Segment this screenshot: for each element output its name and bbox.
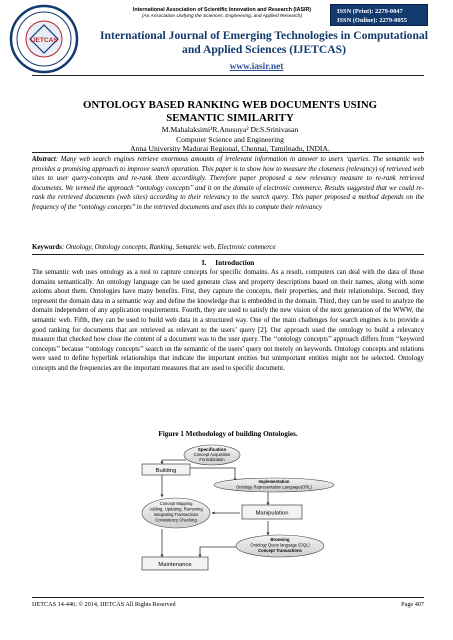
logo-text: IJETCAS (30, 37, 58, 44)
journal-url-link[interactable]: www.iasir.net (229, 62, 284, 72)
author-department: Computer Science and Engineering (176, 134, 284, 144)
association-subtitle: (An Association Unifying the Sciences, Engineering, and Applied Research) (141, 13, 303, 19)
maintenance-label: Maintenance (158, 562, 192, 568)
cm-line3: Integrating Transactions (153, 512, 199, 517)
spec-line3: Formalization (199, 457, 225, 462)
paper-title (40, 99, 420, 124)
methodology-diagram (140, 443, 340, 573)
manipulation-label: Manipulation (255, 510, 289, 517)
journal-title-line1: International Journal of Emerging Technologies in Computational (100, 29, 428, 42)
page-number: Page 407 (401, 601, 424, 608)
br-line2: Ontology Query language (OQL) (250, 542, 310, 548)
journal-title (90, 29, 438, 57)
building-label: Building (155, 468, 177, 474)
association-header (82, 7, 362, 20)
issn-box (330, 4, 428, 26)
abstract-label: Abstract (32, 156, 56, 163)
paper-title-line1: ONTOLOGY BASED RANKING WEB DOCUMENTS USING (82, 99, 378, 111)
introduction-text: The semantic web uses ontology as a tool to capture concepts for specific domains. As a result, computers can deal with the data of those domains semantically. An ontology language can be used generate class and property descriptions based on their names, along with some axioms about them. Ontologies have many benefits. First, they capture the concepts, their properties, and their relationships. Second, they represent the domain data in a semantic way and define the knowledge that is embedded in the domain. Third, they can be used to analyze the domain independent of any application requirements. Fourth, they are used to satisfy the new vision of the next generation of the WWW, the semantic web. Fifth, they can be used to build web data in a structured way. One of the main challenges for search engines is to provide a good ranking for documents that are retrieved as relevant to the users’ query [2]. Our approach used the ontology to build a relevancy measure that checked how close the content of a document was to the user query. The ‘‘ontology concepts’’ approach differs from ‘‘keyword concepts’’ because ‘‘ontology concepts’’ search on the semantic of the users’ query not merely on keywords. Ontology concepts and relations were used to define hyperlink relationships that indicate the important entities but unimportant entities might not be selected. Ontology concepts and the frequencies are the important measures that are used to specific document. (32, 269, 424, 372)
association-name: International Association of Scientific Innovation and Research (IASIR) (132, 7, 312, 13)
author-block (40, 125, 420, 154)
spec-line2: Concept Acquisition (193, 452, 231, 457)
footer-copyright: IJETCAS 14-446; © 2014, IJETCAS All Rights Reserved (32, 601, 176, 608)
maintenance-node (142, 557, 208, 570)
specification-node (184, 445, 240, 465)
concept-mapping-node (142, 498, 210, 528)
header-divider (32, 75, 424, 76)
issn-print: ISSN (Print): 2279-0047 (337, 8, 403, 15)
keywords (32, 243, 424, 252)
building-node (142, 464, 190, 475)
cm-line2: Adding, Updating, Removing (149, 506, 203, 512)
manipulation-node (242, 505, 302, 519)
issn-online: ISSN (Online): 2279-0055 (337, 17, 407, 24)
implementation-node (214, 478, 334, 492)
br-line1: Browsing (270, 537, 290, 542)
connector-building-impl (190, 468, 235, 481)
spec-line1: Specification (197, 447, 227, 452)
section-heading: I. Introduction (201, 259, 255, 267)
footer-divider (32, 597, 424, 598)
author-affiliation: Anna University Madurai Regional, Chennai, Tamilnadu, INDIA. (130, 144, 330, 153)
cm-line4: Consistency Checking (155, 517, 197, 523)
abstract-text: : Many web search engines retrieve enormous amounts of irrelevant information in answer to users ‘queries. The semantic web provides a promising approach to improve search operation. This paper is to show how to measure the closeness (relevancy) of retrieved web sites to user query-concepts and re-rank them accordingly. Therefore paper proposed a new relevancy measure to re-rank retrieved documents. We termed the approach ‘‘ontology concepts’’ and it on the domain of electronic commerce. Results suggested that we could re-rank the retrieved documents (web sites) according to their relevancy to the search query. This paper proposed a method depends on the frequency of the ‘‘ontology concepts’’ in the retrieved documents and uses this to compute their relevancy (32, 156, 424, 211)
paper-title-line2: SEMANTIC SIMILARITY (166, 111, 294, 124)
br-line3: Concept Transactions (258, 548, 302, 553)
browsing-node (236, 535, 324, 557)
abstract-top-divider (32, 152, 424, 153)
cm-line1: Concept Mapping (159, 501, 193, 506)
keywords-divider (32, 254, 424, 255)
keywords-label: Keywords (32, 244, 62, 251)
figure-caption: Figure 1 Methodology of building Ontologies. (158, 430, 298, 438)
abstract (32, 155, 424, 213)
impl-line1: Implementation (258, 479, 290, 484)
author-names: M.Mahalaksimi¹R.Anusuya² Dr.S.Srinivasan (161, 125, 299, 134)
journal-title-line2: and Applied Sciences (IJETCAS) (182, 43, 346, 56)
impl-line2: Ontology Representation Language(ORL) (236, 484, 312, 490)
keywords-text: : Ontology, Ontology concepts, Ranking, Semantic web, Electronic commerce (61, 244, 276, 251)
